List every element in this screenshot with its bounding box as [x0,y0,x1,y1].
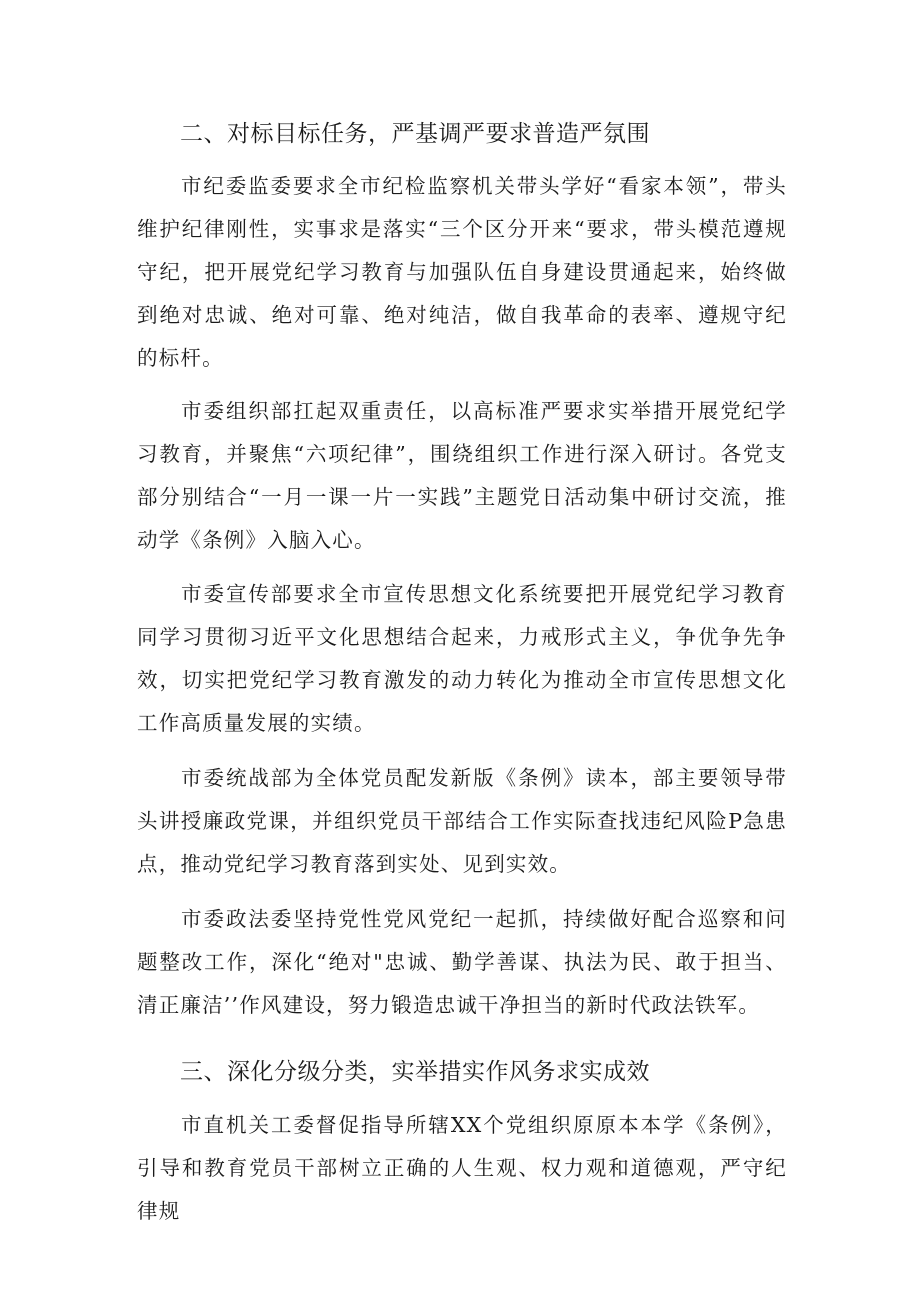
paragraph-publicity-dept: 市委宣传部要求全市宣传思想文化系统要把开展党纪学习教育同学习贯彻习近平文化思想结合起来，力戒形式主义，争优争先争效，切实把党纪学习教育激发的动力转化为推动全市宣传思想文化工作高质量发展的实绩。 [137,582,787,735]
paragraph-organs-working-committee: 市直机关工委督促指导所辖XX个党组织原原本本学《条例》，引导和教育党员干部树立正确的人生观、权力观和道德观，严守纪律规 [137,1113,787,1223]
section-heading-3: 三、深化分级分类，实举措实作风务求实成效 [180,1059,650,1085]
paragraph-political-legal-commission: 市委政法委坚持党性党风党纪一起抓，持续做好配合巡察和问题整改工作，深化“绝对"忠诚、勤学善谋、执法为民、敢于担当、清正廉洁’’作风建设，努力锻造忠诚干净担当的新时代政法铁军。 [137,907,787,1017]
paragraph-organization-dept: 市委组织部扛起双重责任，以高标准严要求实举措开展党纪学习教育，并聚焦“六项纪律”，围绕组织工作进行深入研讨。各党支部分别结合“一月一课一片一实践”主题党日活动集中研讨交流，推动学《条例》入脑入心。 [137,399,787,552]
paragraph-united-front-dept: 市委统战部为全体党员配发新版《条例》读本，部主要领导带头讲授廉政党课，并组织党员干部结合工作实际查找违纪风险P急患点，推动党纪学习教育落到实处、见到实效。 [137,766,787,876]
paragraph-discipline-commission: 市纪委监委要求全市纪检监察机关带头学好“看家本领”，带头维护纪律刚性，实事求是落实“三个区分开来“要求，带头模范遵规守纪，把开展党纪学习教育与加强队伍自身建设贯通起来，始终做到绝对忠诚、绝对可靠、绝对纯洁，做自我革命的表率、遵规守纪的标杆。 [137,174,787,370]
section-heading-2: 二、对标目标任务，严基调严要求普造严氛围 [180,121,650,147]
